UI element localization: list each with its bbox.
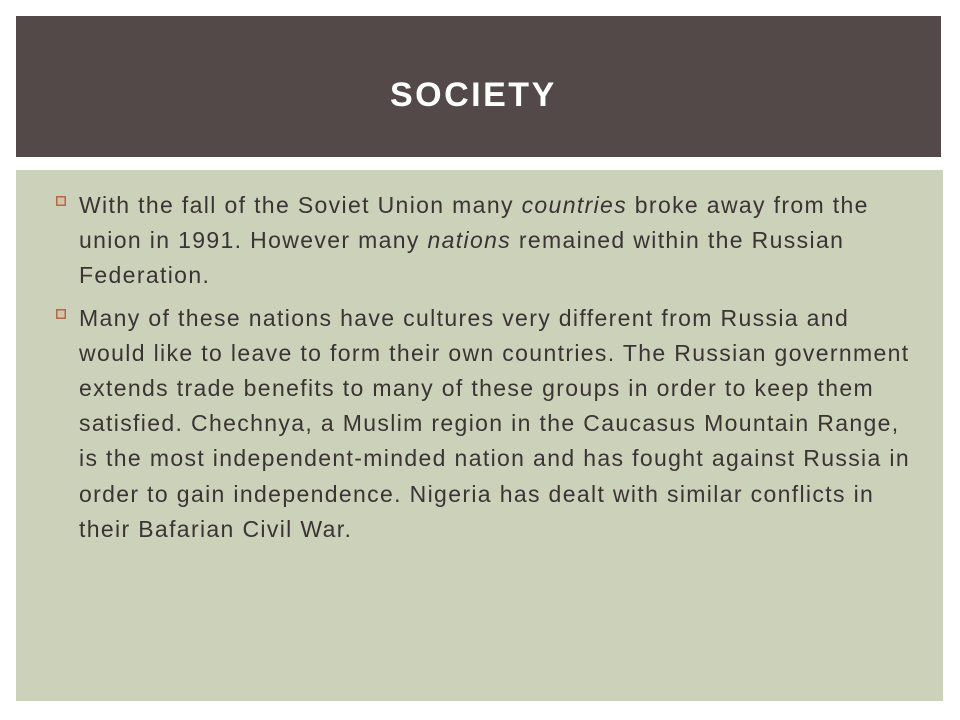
square-bullet-icon [56,196,66,206]
bullet-text-segment: With the fall of the Soviet Union many [79,192,522,218]
bullet-text: Many of these nations have cultures very different from Russia and would like to leave to form their own countries. The Russian government extends trade benefits to many of these groups in order to keep them satisfied. Chechnya, a Muslim region in the Caucasus Mountain Range, is the most independent-minded nation and has fought against Russia in order to gain independence. Nigeria has dealt with similar conflicts in their Bafarian Civil War. [79,304,910,542]
bullet-text-segment: remained within the Russian Federation. [79,227,845,289]
square-bullet-icon [56,309,66,319]
bullet-emphasis-nations: nations [427,227,512,254]
bullet-item [42,188,912,294]
slide-title: SOCIETY [390,76,557,114]
bullet-text-segment: broke away from the union in 1991. However many [79,192,869,254]
bullet-emphasis-countries: countries [521,192,628,218]
bullet-list [42,188,912,554]
bullet-item [42,301,912,547]
